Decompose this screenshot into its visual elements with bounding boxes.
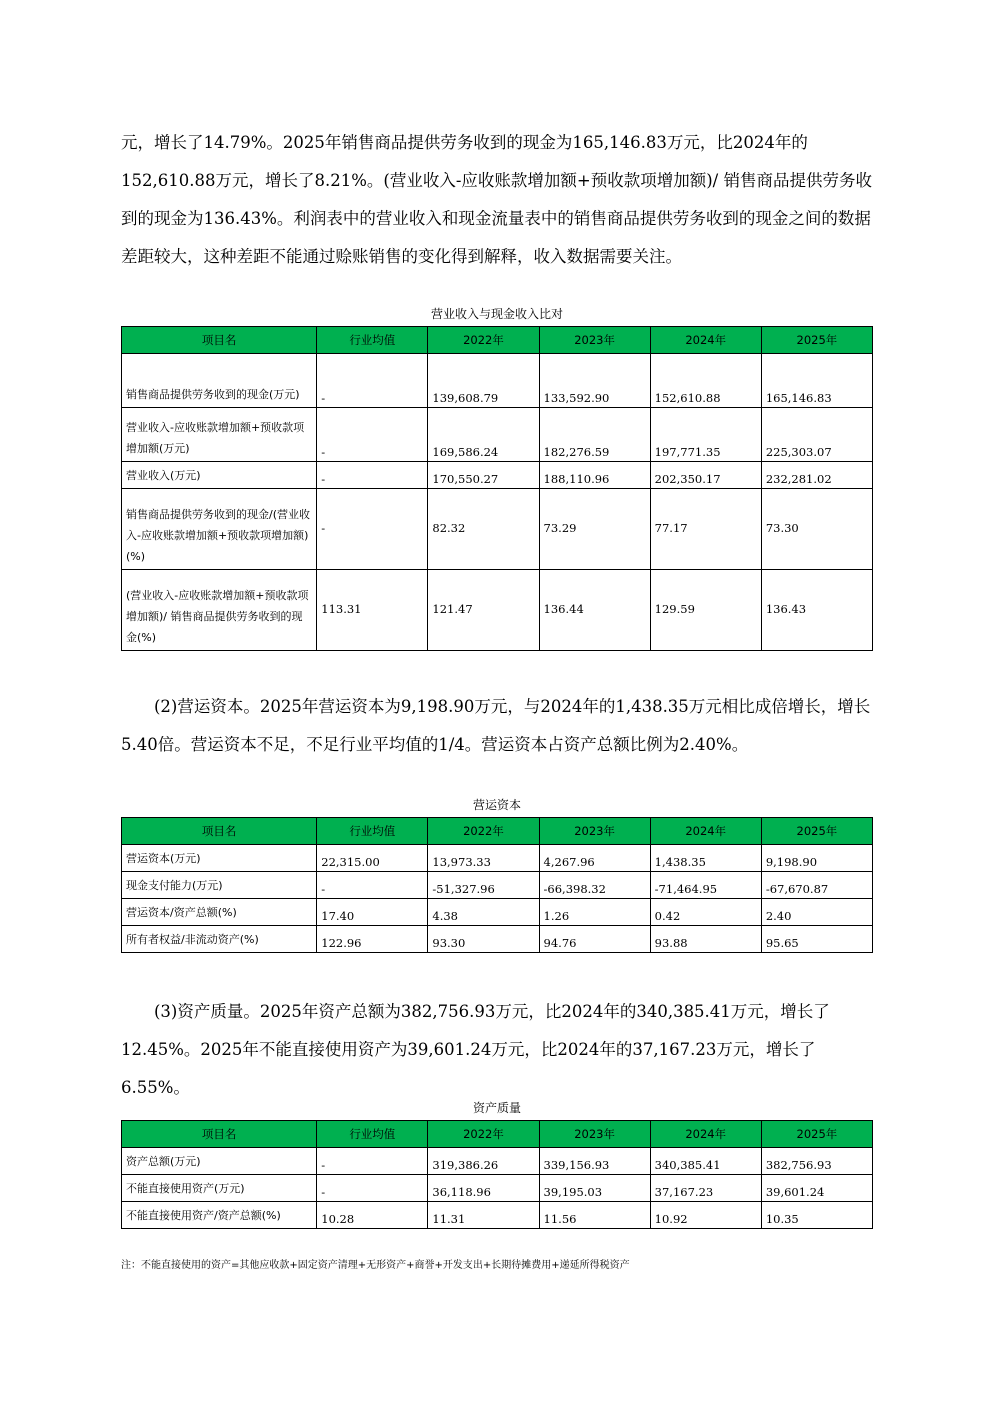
cell-value: 136.44 [539, 570, 650, 651]
col-header-2022: 2022年 [428, 1121, 539, 1148]
table-row [122, 489, 873, 570]
footnote: 注：不能直接使用的资产=其他应收款+固定资产清理+无形资产+商誉+开发支出+长期待摊费用+递延所得税资产 [121, 1260, 630, 1271]
cell-value: -66,398.32 [539, 872, 650, 899]
cell-value: 139,608.79 [428, 354, 539, 408]
cell-value: - [317, 872, 428, 899]
cell-value: 197,771.35 [650, 408, 761, 462]
row-label: 销售商品提供劳务收到的现金(万元) [122, 354, 317, 408]
row-label: 不能直接使用资产/资产总额(%) [122, 1202, 317, 1229]
asset-quality-paragraph: (3)资产质量。2025年资产总额为382,756.93万元，比2024年的340,385.41万元，增长了12.45%。2025年不能直接使用资产为39,601.24万元，比2024年的37,167.23万元，增长了6.55%。 [121, 1002, 830, 1097]
cell-value: 95.65 [761, 926, 872, 953]
cell-value: 73.29 [539, 489, 650, 570]
cell-value: 339,156.93 [539, 1148, 650, 1175]
col-header-2024: 2024年 [650, 818, 761, 845]
row-label: 现金支付能力(万元) [122, 872, 317, 899]
cell-value: - [317, 462, 428, 489]
table-row [122, 1148, 873, 1175]
cell-value: 17.40 [317, 899, 428, 926]
col-header-2023: 2023年 [539, 818, 650, 845]
cell-value: 11.31 [428, 1202, 539, 1229]
table2-caption: 营运资本 [472, 798, 521, 812]
cell-value: 165,146.83 [761, 354, 872, 408]
col-header-2024: 2024年 [650, 1121, 761, 1148]
table-header-row [122, 818, 873, 845]
cell-value: 1.26 [539, 899, 650, 926]
cell-value: 77.17 [650, 489, 761, 570]
working-capital-paragraph: (2)营运资本。2025年营运资本为9,198.90万元，与2024年的1,438.35万元相比成倍增长，增长5.40倍。营运资本不足，不足行业平均值的1/4。营运资本占资产总额比例为2.40%。 [121, 697, 871, 754]
table-row [122, 845, 873, 872]
cell-value: 202,350.17 [650, 462, 761, 489]
col-header-item: 项目名 [122, 818, 317, 845]
working-capital-table [121, 817, 873, 953]
cell-value: 121.47 [428, 570, 539, 651]
cell-value: - [317, 408, 428, 462]
cell-value: 122.96 [317, 926, 428, 953]
cell-value: 82.32 [428, 489, 539, 570]
row-label: 所有者权益/非流动资产(%) [122, 926, 317, 953]
col-header-2025: 2025年 [761, 327, 872, 354]
cell-value: -67,670.87 [761, 872, 872, 899]
col-header-industry-avg: 行业均值 [317, 327, 428, 354]
cell-value: 319,386.26 [428, 1148, 539, 1175]
cell-value: -71,464.95 [650, 872, 761, 899]
cell-value: 152,610.88 [650, 354, 761, 408]
table-row [122, 926, 873, 953]
table-row [122, 1202, 873, 1229]
table1-caption: 营业收入与现金收入比对 [430, 307, 563, 321]
row-label: 营业收入(万元) [122, 462, 317, 489]
revenue-cash-table [121, 326, 873, 651]
table-row [122, 462, 873, 489]
cell-value: 93.30 [428, 926, 539, 953]
table-row [122, 1175, 873, 1202]
cell-value: 22,315.00 [317, 845, 428, 872]
cell-value: 382,756.93 [761, 1148, 872, 1175]
col-header-item: 项目名 [122, 1121, 317, 1148]
cell-value: 36,118.96 [428, 1175, 539, 1202]
cell-value: 136.43 [761, 570, 872, 651]
table-row [122, 408, 873, 462]
cell-value: 232,281.02 [761, 462, 872, 489]
cell-value: 188,110.96 [539, 462, 650, 489]
cell-value: 225,303.07 [761, 408, 872, 462]
col-header-2022: 2022年 [428, 327, 539, 354]
col-header-industry-avg: 行业均值 [317, 818, 428, 845]
col-header-2025: 2025年 [761, 1121, 872, 1148]
cell-value: 13,973.33 [428, 845, 539, 872]
table-row [122, 899, 873, 926]
table-header-row [122, 327, 873, 354]
cell-value: - [317, 1148, 428, 1175]
cell-value: 37,167.23 [650, 1175, 761, 1202]
col-header-2024: 2024年 [650, 327, 761, 354]
cell-value: 2.40 [761, 899, 872, 926]
cell-value: 0.42 [650, 899, 761, 926]
cell-value: - [317, 489, 428, 570]
cell-value: 11.56 [539, 1202, 650, 1229]
cell-value: 340,385.41 [650, 1148, 761, 1175]
row-label: 营业收入-应收账款增加额+预收款项增加额(万元) [122, 408, 317, 462]
cell-value: 169,586.24 [428, 408, 539, 462]
cell-value: 73.30 [761, 489, 872, 570]
cell-value: 94.76 [539, 926, 650, 953]
row-label: (营业收入-应收账款增加额+预收款项增加额)/ 销售商品提供劳务收到的现金(%) [122, 570, 317, 651]
table-row [122, 872, 873, 899]
col-header-item: 项目名 [122, 327, 317, 354]
cell-value: 170,550.27 [428, 462, 539, 489]
col-header-2023: 2023年 [539, 1121, 650, 1148]
cell-value: 1,438.35 [650, 845, 761, 872]
col-header-2025: 2025年 [761, 818, 872, 845]
table-header-row [122, 1121, 873, 1148]
cell-value: 182,276.59 [539, 408, 650, 462]
cell-value: - [317, 1175, 428, 1202]
cell-value: 10.28 [317, 1202, 428, 1229]
intro-paragraph: 元，增长了14.79%。2025年销售商品提供劳务收到的现金为165,146.83万元，比2024年的152,610.88万元，增长了8.21%。(营业收入-应收账款增加额+预收款项增加额)/ 销售商品提供劳务收到的现金为136.43%。利润表中的营业收入和现金流量表中的销售商品提供劳务收到的现金之间的数据差距较大，这种差距不能通过赊账销售的变化得到解释，收入数据需要关注。 [121, 133, 872, 266]
col-header-2022: 2022年 [428, 818, 539, 845]
cell-value: 129.59 [650, 570, 761, 651]
cell-value: 4,267.96 [539, 845, 650, 872]
table-row [122, 354, 873, 408]
table3-caption: 资产质量 [472, 1101, 521, 1115]
cell-value: 39,601.24 [761, 1175, 872, 1202]
row-label: 不能直接使用资产(万元) [122, 1175, 317, 1202]
row-label: 营运资本/资产总额(%) [122, 899, 317, 926]
row-label: 资产总额(万元) [122, 1148, 317, 1175]
cell-value: - [317, 354, 428, 408]
cell-value: 10.35 [761, 1202, 872, 1229]
table-row [122, 570, 873, 651]
col-header-2023: 2023年 [539, 327, 650, 354]
cell-value: 39,195.03 [539, 1175, 650, 1202]
cell-value: 10.92 [650, 1202, 761, 1229]
asset-quality-table [121, 1120, 873, 1229]
cell-value: -51,327.96 [428, 872, 539, 899]
cell-value: 133,592.90 [539, 354, 650, 408]
cell-value: 93.88 [650, 926, 761, 953]
cell-value: 113.31 [317, 570, 428, 651]
row-label: 销售商品提供劳务收到的现金/(营业收入-应收账款增加额+预收款项增加额)(%) [122, 489, 317, 570]
col-header-industry-avg: 行业均值 [317, 1121, 428, 1148]
cell-value: 9,198.90 [761, 845, 872, 872]
cell-value: 4.38 [428, 899, 539, 926]
row-label: 营运资本(万元) [122, 845, 317, 872]
